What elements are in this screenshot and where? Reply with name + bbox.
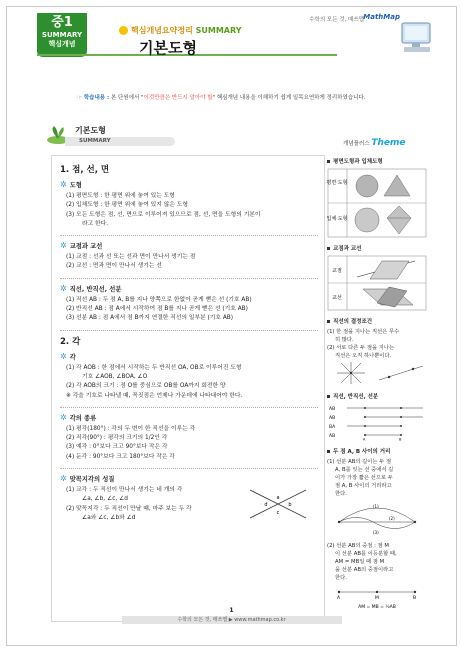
side-text: (1) 선분 AB의 길이는 두 점: [327, 459, 392, 465]
section-summary-tab: SUMMARY: [65, 137, 175, 146]
brand-logo: Theme: [371, 138, 406, 148]
point-label: B: [413, 596, 417, 601]
badge-sub: 핵심개념: [48, 40, 76, 48]
smile-icon: [119, 26, 128, 35]
row-label: 입체 도형: [327, 216, 348, 222]
text-line: (2) 직각(90°) : 평각의 크기의 1/2인 각: [66, 435, 168, 442]
dotted-divider: [60, 235, 318, 236]
subheading-angle-text: 각: [69, 353, 76, 361]
subheading-figure: [60, 180, 318, 189]
intersection-table: [327, 255, 427, 311]
side-heading-text: 평면도형과 입체도형: [333, 159, 383, 165]
text-line: (2) 반직선 AB : 점 A에서 시작하여 점 B를 지나 곧게 뻗은 선 (기호 AB): [66, 306, 248, 313]
grade-badge: [37, 13, 87, 57]
text-line: (1) 평면도형 : 한 평면 위에 놓여 있는 도형: [66, 193, 175, 199]
side-text: AM = MB일 때 점 M: [335, 559, 385, 565]
text-line: (4) 둔각 : 90°보다 크고 180°보다 작은 각: [66, 453, 175, 460]
curve-label: (3): [373, 530, 379, 535]
side-text: (1) 한 점을 지나는 직선은 무수: [327, 329, 400, 335]
subheading-lines: [60, 284, 318, 293]
heading-angle: 2. 각: [60, 336, 81, 347]
square-bullet-icon: [327, 247, 330, 250]
sphere-shape: [355, 208, 379, 232]
intro-label: ☞ 학습내용 :: [77, 95, 110, 101]
main-content-box: [51, 155, 325, 622]
snowflake-icon: ✲: [60, 180, 67, 189]
side-text: 직선은 오직 하나뿐이다.: [335, 353, 392, 359]
badge-summary: SUMMARY: [41, 31, 83, 39]
ray-label: AB: [329, 407, 336, 412]
intro-highlight: 이것만큼은 반드시 알아야 할: [143, 95, 213, 101]
subheading-angle: [60, 352, 318, 361]
text-line: (1) 직선 AB : 두 점 A, B를 지나 양쪽으로 한없이 곧게 뻗은 선 (기호 AB): [66, 296, 252, 303]
ray-label: BA: [329, 425, 336, 430]
page-title: 기본도형: [139, 39, 197, 57]
triangle-shape: [384, 175, 410, 196]
text-line: (3) 모든 도형은 점, 선, 면으로 이루어져 있으므로 점, 선, 면을 도형의 기본이: [66, 211, 261, 218]
text-line: (3) 선분 AB : 점 A에서 점 B까지 연결한 직선의 일부분 (기호 AB): [66, 315, 234, 322]
dotted-divider: [60, 407, 318, 408]
side-text: 한다.: [335, 575, 347, 581]
row-label: 평면 도형: [327, 180, 348, 186]
intro-line: [77, 93, 366, 101]
text-line: 라고 한다.: [82, 220, 109, 227]
snowflake-icon: ✲: [60, 412, 67, 422]
badge-grade: 중1: [51, 15, 73, 30]
side-text: 이 선분 AB를 이등분할 때,: [335, 551, 397, 557]
text-line: (2) 입체도형 : 한 평면 위에 놓여 있지 않은 도형: [66, 202, 188, 209]
side-text: 히 많다.: [335, 337, 354, 343]
computer-icon: [396, 21, 436, 55]
side-heading: [327, 447, 430, 455]
subheading-vertical-angles-text: 맞꼭지각의 성질: [69, 476, 115, 484]
circle-shape: [356, 175, 378, 197]
page-number: 1: [229, 607, 234, 614]
text-line: (1) 각 AOB : 한 점에서 시작하는 두 반직선 OA, OB로 이루어진 도형: [66, 364, 242, 371]
snowflake-icon: ✲: [60, 351, 67, 361]
core-summary-label: SUMMARY: [195, 26, 242, 35]
text-line: 기호 ∠AOB, ∠BOA, ∠O: [82, 373, 148, 380]
rays-figure: [327, 403, 427, 441]
brand-prefix: 개념플러스: [343, 141, 370, 147]
text-line: ※ 각을 기호로 나타낼 때, 꼭짓점은 언제나 가운데에 나타내어야 한다.: [66, 392, 243, 399]
text-line: (2) 각 AOB의 크기 : 점 O를 중심으로 OB를 OA까지 회전한 양: [66, 383, 226, 390]
vertical-angles-figure: [246, 486, 310, 522]
document-page: [6, 6, 457, 646]
side-heading-text: 두 점 A, B 사이의 거리: [333, 449, 391, 455]
text-line: (1) 평각(180°) : 각의 두 변이 한 직선을 이루는 각: [66, 425, 196, 432]
row-label: 교점: [332, 268, 342, 274]
subheading-figure-text: 도형: [69, 182, 82, 189]
side-notes-column: [327, 155, 430, 610]
core-summary-heading: [119, 25, 242, 36]
side-heading-text: 직선의 결정조건: [333, 319, 373, 325]
core-title: 핵심개념요약정리: [131, 26, 193, 35]
side-text: (2) 서로 다른 두 점을 지나는: [327, 345, 395, 351]
point-label: A: [337, 596, 341, 601]
text-line: (1) 교각 : 두 직선이 만나서 생기는 네 개의 각: [66, 487, 183, 494]
angle-label: d: [264, 502, 268, 509]
snowflake-icon: ✲: [60, 474, 67, 484]
subheading-intersection-text: 교점과 교선: [69, 243, 103, 251]
subheading-intersection: [60, 241, 318, 250]
subheading-lines-text: 직선, 반직선, 선분: [69, 285, 122, 293]
side-heading: [327, 392, 430, 400]
ray-label: AB: [329, 416, 336, 421]
text-line: ∠a, ∠b, ∠c, ∠d: [82, 496, 128, 503]
subheading-angle-types: [60, 413, 318, 422]
text-line: (1) 교점 : 선과 선 또는 선과 면이 만나서 생기는 점: [66, 254, 196, 261]
side-text: 을 선분 AB의 중점이라고: [335, 567, 394, 573]
line-determination-figure: [327, 360, 427, 386]
side-heading-text: 교점과 교선: [333, 246, 362, 252]
square-bullet-icon: [327, 450, 330, 453]
angle-label: c: [276, 510, 280, 517]
text-line: (2) 맞꼭지각 : 두 직선이 만날 때, 마주 보는 두 각: [66, 505, 192, 512]
side-heading: [327, 317, 430, 325]
side-heading-text: 직선, 반직선, 선분: [333, 394, 379, 400]
subheading-vertical-angles: [60, 474, 318, 483]
side-text: A, B를 잇는 선 중에서 길: [335, 467, 394, 473]
intro-text-2: " 핵심개념 내용을 이해하기 쉽게 일목요연하게 정리하였습니다.: [212, 95, 366, 101]
octahedron-shape: [387, 206, 411, 234]
header-tagline: 수학의 모든 것, 매쓰맵: [309, 17, 364, 23]
dotted-divider: [60, 330, 318, 331]
shapes-table: [327, 168, 427, 238]
snowflake-icon: ✲: [60, 283, 67, 293]
section-title: 기본도형: [75, 126, 106, 135]
page-footer: [7, 607, 456, 624]
intro-text-1: 본 단원에서 ": [110, 95, 144, 101]
text-line: (3) 예각 : 0°보다 크고 90°보다 작은 각: [66, 444, 168, 451]
heading-points-lines-planes: 1. 점, 선, 면: [60, 165, 110, 175]
midpoint-formula: AM = MB = ½AB: [358, 605, 396, 610]
snowflake-icon: ✲: [60, 241, 67, 251]
angle-label: b: [288, 502, 292, 509]
distance-figure: [327, 498, 427, 538]
dotted-divider: [60, 468, 318, 469]
point-label: B: [399, 437, 402, 441]
point-label: A: [363, 437, 366, 441]
side-text: 이가 가장 짧은 선으로 두: [335, 475, 393, 481]
side-text: 한다.: [335, 491, 347, 497]
ray-label: AB: [329, 434, 336, 439]
row-label: 교선: [332, 295, 342, 301]
square-bullet-icon: [327, 320, 330, 323]
subheading-angle-types-text: 각의 종류: [69, 414, 97, 422]
side-text: 점 A, B 사이의 거리라고: [335, 483, 392, 489]
curve-label: (2): [389, 516, 395, 521]
dotted-divider: [60, 278, 318, 279]
side-heading: [327, 157, 430, 165]
side-text: (2) 선분 AB의 중점 : 점 M: [327, 543, 389, 549]
square-bullet-icon: [327, 395, 330, 398]
angle-label: a: [276, 495, 280, 502]
square-bullet-icon: [327, 160, 330, 163]
text-line: ∠a와 ∠c, ∠b와 ∠d: [82, 514, 136, 521]
mathmap-logo: MathMap: [363, 13, 400, 21]
footer-bar: 수학의 모든 것, 매쓰맵 ▶ www.mathmap.co.kr: [122, 616, 342, 624]
point-label: M: [375, 596, 379, 601]
curve-label: (1): [373, 504, 379, 509]
concept-plus-brand: [343, 138, 405, 148]
side-heading: [327, 244, 430, 252]
text-line: (2) 교선 : 면과 면이 만나서 생기는 선: [66, 263, 162, 270]
